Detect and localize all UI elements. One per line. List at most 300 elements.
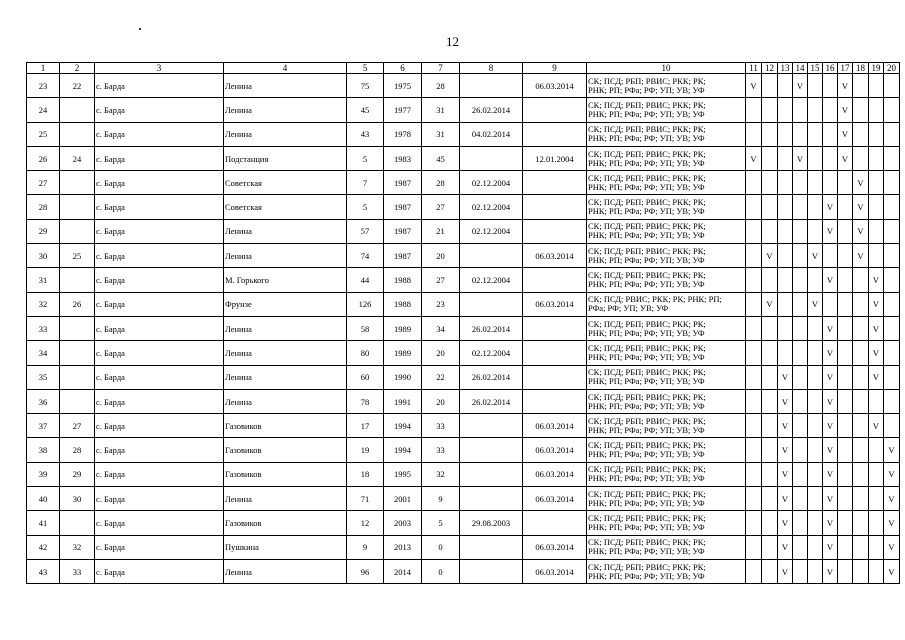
check-mark-col-16: V	[823, 487, 838, 511]
house-number-cell: 17	[347, 414, 384, 438]
date-inspection-cell: 02.12.2004	[460, 268, 523, 292]
mark-cell-col-17	[838, 414, 853, 438]
table-row	[27, 219, 900, 243]
settlement-cell: с. Барда	[95, 219, 224, 243]
year-cell: 1995	[384, 462, 422, 486]
check-mark-col-13: V	[778, 389, 793, 413]
date-survey-cell	[523, 98, 587, 122]
year-cell: 1991	[384, 389, 422, 413]
mark-cell-col-12	[762, 487, 778, 511]
column-number-header	[27, 63, 900, 74]
mark-cell-col-13	[778, 341, 793, 365]
mark-cell-col-13	[778, 146, 793, 170]
mark-cell-col-17	[838, 559, 853, 583]
column-number-10: 10	[587, 63, 746, 74]
mark-cell-col-18	[853, 316, 869, 340]
date-survey-cell: 06.03.2014	[523, 438, 587, 462]
codes-line-1: СК; ПСД; РБП; РВИС; РКК; РК;	[588, 367, 706, 378]
street-cell: Ленина	[224, 365, 347, 389]
mark-cell-col-11	[746, 438, 762, 462]
object-number: 24	[60, 146, 95, 170]
date-survey-cell: 06.03.2014	[523, 414, 587, 438]
mark-cell-col-18	[853, 365, 869, 389]
check-mark-col-12: V	[762, 244, 778, 268]
codes-line-2: РНК; РП; РФа; РФ; УП; УВ; УФ	[588, 400, 705, 411]
row-number: 23	[27, 74, 60, 98]
mark-cell-col-17	[838, 316, 853, 340]
date-inspection-cell	[460, 244, 523, 268]
mark-cell-col-13	[778, 122, 793, 146]
check-mark-col-18: V	[853, 219, 869, 243]
mark-cell-col-14	[793, 535, 808, 559]
codes-cell	[587, 535, 746, 559]
mark-cell-col-18	[853, 341, 869, 365]
settlement-cell: с. Барда	[95, 511, 224, 535]
mark-cell-col-14	[793, 341, 808, 365]
codes-line-1: СК; ПСД; РВИС; РКК; РК; РНК; РП;	[588, 294, 722, 305]
mark-cell-col-11	[746, 244, 762, 268]
codes-line-2: РНК; РП; РФа; РФ; УП; УВ; УФ	[588, 157, 705, 168]
year-cell: 1990	[384, 365, 422, 389]
mark-cell-col-18	[853, 122, 869, 146]
street-cell: Ленина	[224, 389, 347, 413]
mark-cell-col-11	[746, 365, 762, 389]
check-mark-col-19: V	[869, 414, 884, 438]
mark-cell-col-14	[793, 195, 808, 219]
codes-line-1: СК; ПСД; РБП; РВИС; РКК; РК;	[588, 172, 706, 183]
column-number-17: 17	[838, 63, 853, 74]
mark-cell-col-18	[853, 146, 869, 170]
table-row	[27, 365, 900, 389]
street-cell: Ленина	[224, 74, 347, 98]
codes-cell	[587, 316, 746, 340]
check-mark-col-18: V	[853, 171, 869, 195]
mark-cell-col-14	[793, 316, 808, 340]
age-cell: 45	[422, 146, 460, 170]
date-inspection-cell	[460, 414, 523, 438]
codes-line-2: РНК; РП; РФа; РФ; УП; УВ; УФ	[588, 230, 705, 241]
age-cell: 32	[422, 462, 460, 486]
mark-cell-col-18	[853, 268, 869, 292]
mark-cell-col-16	[823, 122, 838, 146]
year-cell: 1988	[384, 292, 422, 316]
mark-cell-col-15	[808, 535, 823, 559]
house-number-cell: 5	[347, 195, 384, 219]
mark-cell-col-11	[746, 341, 762, 365]
check-mark-col-17: V	[838, 146, 853, 170]
age-cell: 34	[422, 316, 460, 340]
row-number: 27	[27, 171, 60, 195]
street-cell: Ленина	[224, 219, 347, 243]
settlement-cell: с. Барда	[95, 171, 224, 195]
settlement-cell: с. Барда	[95, 316, 224, 340]
object-number: 27	[60, 414, 95, 438]
row-number: 32	[27, 292, 60, 316]
codes-line-2: РНК; РП; РФа; РФ; УП; УВ; УФ	[588, 254, 705, 265]
mark-cell-col-14	[793, 219, 808, 243]
house-number-cell: 58	[347, 316, 384, 340]
mark-cell-col-12	[762, 171, 778, 195]
date-inspection-cell	[460, 74, 523, 98]
mark-cell-col-13	[778, 268, 793, 292]
date-survey-cell	[523, 268, 587, 292]
object-number: 28	[60, 438, 95, 462]
check-mark-col-20: V	[884, 535, 900, 559]
codes-line-1: СК; ПСД; РБП; РВИС; РКК; РК;	[588, 318, 706, 329]
mark-cell-col-14	[793, 487, 808, 511]
mark-cell-col-11	[746, 316, 762, 340]
table-row	[27, 487, 900, 511]
mark-cell-col-17	[838, 535, 853, 559]
check-mark-col-20: V	[884, 559, 900, 583]
house-number-cell: 9	[347, 535, 384, 559]
date-survey-cell	[523, 219, 587, 243]
page-number: 12	[446, 34, 459, 49]
column-number-16: 16	[823, 63, 838, 74]
house-number-cell: 126	[347, 292, 384, 316]
mark-cell-col-13	[778, 316, 793, 340]
check-mark-col-16: V	[823, 268, 838, 292]
check-mark-col-13: V	[778, 487, 793, 511]
codes-line-2: РНК; РП; РФа; РФ; УП; УВ; УФ	[588, 351, 705, 362]
date-inspection-cell: 02.12.2004	[460, 195, 523, 219]
row-number: 42	[27, 535, 60, 559]
codes-cell	[587, 414, 746, 438]
object-number	[60, 98, 95, 122]
codes-cell	[587, 292, 746, 316]
check-mark-col-19: V	[869, 365, 884, 389]
settlement-cell: с. Барда	[95, 268, 224, 292]
age-cell: 22	[422, 365, 460, 389]
column-number-2: 2	[60, 63, 95, 74]
codes-cell	[587, 74, 746, 98]
mark-cell-col-12	[762, 98, 778, 122]
date-survey-cell: 06.03.2014	[523, 74, 587, 98]
mark-cell-col-12	[762, 389, 778, 413]
house-number-cell: 71	[347, 487, 384, 511]
mark-cell-col-12	[762, 462, 778, 486]
check-mark-col-20: V	[884, 462, 900, 486]
codes-cell	[587, 171, 746, 195]
year-cell: 1994	[384, 438, 422, 462]
date-inspection-cell: 26.02.2014	[460, 316, 523, 340]
mark-cell-col-19	[869, 219, 884, 243]
mark-cell-col-12	[762, 146, 778, 170]
age-cell: 31	[422, 98, 460, 122]
mark-cell-col-20	[884, 122, 900, 146]
mark-cell-col-13	[778, 219, 793, 243]
date-survey-cell	[523, 365, 587, 389]
mark-cell-col-14	[793, 292, 808, 316]
settlement-cell: с. Барда	[95, 341, 224, 365]
date-inspection-cell: 29.08.2003	[460, 511, 523, 535]
street-cell: Ленина	[224, 98, 347, 122]
date-inspection-cell	[460, 146, 523, 170]
codes-line-1: СК; ПСД; РБП; РВИС; РКК; РК;	[588, 488, 706, 499]
mark-cell-col-20	[884, 365, 900, 389]
codes-line-2: РНК; РП; РФа; РФ; УП; УВ; УФ	[588, 133, 705, 144]
date-survey-cell: 06.03.2014	[523, 535, 587, 559]
mark-cell-col-20	[884, 341, 900, 365]
mark-cell-col-17	[838, 487, 853, 511]
codes-line-1: СК; ПСД; РБП; РВИС; РКК; РК;	[588, 99, 706, 110]
codes-cell	[587, 365, 746, 389]
mark-cell-col-12	[762, 438, 778, 462]
mark-cell-col-17	[838, 341, 853, 365]
table-row	[27, 341, 900, 365]
house-number-cell: 74	[347, 244, 384, 268]
mark-cell-col-15	[808, 389, 823, 413]
settlement-cell: с. Барда	[95, 292, 224, 316]
mark-cell-col-17	[838, 268, 853, 292]
mark-cell-col-16	[823, 292, 838, 316]
codes-line-2: РНК; РП; РФа; РФ; УП; УВ; УФ	[588, 376, 705, 387]
mark-cell-col-11	[746, 487, 762, 511]
row-number: 30	[27, 244, 60, 268]
check-mark-col-15: V	[808, 292, 823, 316]
mark-cell-col-16	[823, 171, 838, 195]
codes-line-1: СК; ПСД; РБП; РВИС; РКК; РК;	[588, 270, 706, 281]
object-number: 30	[60, 487, 95, 511]
mark-cell-col-18	[853, 98, 869, 122]
row-number: 31	[27, 268, 60, 292]
check-mark-col-17: V	[838, 122, 853, 146]
object-number: 22	[60, 74, 95, 98]
check-mark-col-19: V	[869, 341, 884, 365]
settlement-cell: с. Барда	[95, 74, 224, 98]
mark-cell-col-15	[808, 74, 823, 98]
date-inspection-cell	[460, 438, 523, 462]
mark-cell-col-13	[778, 74, 793, 98]
check-mark-col-19: V	[869, 268, 884, 292]
street-cell: Фрунзе	[224, 292, 347, 316]
date-survey-cell	[523, 171, 587, 195]
house-number-cell: 19	[347, 438, 384, 462]
age-cell: 27	[422, 268, 460, 292]
check-mark-col-20: V	[884, 487, 900, 511]
codes-line-1: СК; ПСД; РБП; РВИС; РКК; РК;	[588, 415, 706, 426]
settlement-cell: с. Барда	[95, 389, 224, 413]
settlement-cell: с. Барда	[95, 559, 224, 583]
mark-cell-col-20	[884, 171, 900, 195]
mark-cell-col-19	[869, 462, 884, 486]
date-inspection-cell: 02.12.2004	[460, 219, 523, 243]
year-cell: 1987	[384, 171, 422, 195]
mark-cell-col-14	[793, 559, 808, 583]
mark-cell-col-20	[884, 195, 900, 219]
street-cell: Подстанция	[224, 146, 347, 170]
mark-cell-col-11	[746, 171, 762, 195]
table-row	[27, 292, 900, 316]
column-number-12: 12	[762, 63, 778, 74]
check-mark-col-19: V	[869, 316, 884, 340]
date-survey-cell	[523, 195, 587, 219]
date-survey-cell: 12.01.2004	[523, 146, 587, 170]
settlement-cell: с. Барда	[95, 244, 224, 268]
settlement-cell: с. Барда	[95, 122, 224, 146]
column-number-20: 20	[884, 63, 900, 74]
mark-cell-col-19	[869, 122, 884, 146]
mark-cell-col-15	[808, 438, 823, 462]
column-number-4: 4	[224, 63, 347, 74]
mark-cell-col-18	[853, 438, 869, 462]
object-number: 26	[60, 292, 95, 316]
object-number	[60, 511, 95, 535]
mark-cell-col-12	[762, 535, 778, 559]
mark-cell-col-19	[869, 244, 884, 268]
codes-line-1: СК; ПСД; РБП; РВИС; РКК; РК;	[588, 391, 706, 402]
object-number: 32	[60, 535, 95, 559]
mark-cell-col-19	[869, 146, 884, 170]
street-cell: Ленина	[224, 559, 347, 583]
table-row	[27, 438, 900, 462]
age-cell: 0	[422, 535, 460, 559]
house-number-cell: 45	[347, 98, 384, 122]
check-mark-col-12: V	[762, 292, 778, 316]
table-row	[27, 559, 900, 583]
mark-cell-col-11	[746, 219, 762, 243]
check-mark-col-13: V	[778, 438, 793, 462]
mark-cell-col-17	[838, 438, 853, 462]
mark-cell-col-18	[853, 292, 869, 316]
mark-cell-col-17	[838, 365, 853, 389]
table-row	[27, 195, 900, 219]
settlement-cell: с. Барда	[95, 487, 224, 511]
codes-cell	[587, 341, 746, 365]
house-number-cell: 75	[347, 74, 384, 98]
table-row	[27, 122, 900, 146]
mark-cell-col-19	[869, 195, 884, 219]
codes-cell	[587, 438, 746, 462]
mark-cell-col-20	[884, 292, 900, 316]
column-number-11: 11	[746, 63, 762, 74]
age-cell: 23	[422, 292, 460, 316]
check-mark-col-13: V	[778, 462, 793, 486]
street-cell: Ленина	[224, 244, 347, 268]
codes-line-1: СК; ПСД; РБП; РВИС; РКК; РК;	[588, 245, 706, 256]
check-mark-col-16: V	[823, 365, 838, 389]
table-row	[27, 389, 900, 413]
mark-cell-col-17	[838, 389, 853, 413]
mark-cell-col-14	[793, 268, 808, 292]
mark-cell-col-20	[884, 244, 900, 268]
mark-cell-col-20	[884, 74, 900, 98]
date-inspection-cell: 02.12.2004	[460, 171, 523, 195]
age-cell: 33	[422, 438, 460, 462]
mark-cell-col-19	[869, 389, 884, 413]
mark-cell-col-14	[793, 389, 808, 413]
mark-cell-col-18	[853, 511, 869, 535]
scan-speck	[139, 28, 141, 30]
settlement-cell: с. Барда	[95, 535, 224, 559]
object-number	[60, 365, 95, 389]
check-mark-col-14: V	[793, 74, 808, 98]
codes-line-1: СК; ПСД; РБП; РВИС; РКК; РК;	[588, 221, 706, 232]
mark-cell-col-11	[746, 535, 762, 559]
mark-cell-col-15	[808, 146, 823, 170]
check-mark-col-11: V	[746, 74, 762, 98]
codes-cell	[587, 98, 746, 122]
row-number: 38	[27, 438, 60, 462]
check-mark-col-16: V	[823, 535, 838, 559]
year-cell: 1975	[384, 74, 422, 98]
check-mark-col-16: V	[823, 559, 838, 583]
year-cell: 1987	[384, 195, 422, 219]
mark-cell-col-19	[869, 559, 884, 583]
table-row	[27, 74, 900, 98]
mark-cell-col-17	[838, 244, 853, 268]
mark-cell-col-14	[793, 438, 808, 462]
mark-cell-col-20	[884, 219, 900, 243]
table-row	[27, 268, 900, 292]
mark-cell-col-15	[808, 122, 823, 146]
check-mark-col-17: V	[838, 74, 853, 98]
column-number-8: 8	[460, 63, 523, 74]
column-number-9: 9	[523, 63, 587, 74]
mark-cell-col-11	[746, 389, 762, 413]
age-cell: 20	[422, 389, 460, 413]
codes-line-1: СК; ПСД; РБП; РВИС; РКК; РК;	[588, 512, 706, 523]
house-number-cell: 18	[347, 462, 384, 486]
street-cell: Советская	[224, 195, 347, 219]
mark-cell-col-16	[823, 74, 838, 98]
check-mark-col-16: V	[823, 219, 838, 243]
row-number: 34	[27, 341, 60, 365]
date-inspection-cell: 26.02.2014	[460, 98, 523, 122]
mark-cell-col-19	[869, 535, 884, 559]
house-number-cell: 78	[347, 389, 384, 413]
check-mark-col-18: V	[853, 195, 869, 219]
codes-line-2: РНК; РП; РФа; РФ; УП; УВ; УФ	[588, 449, 705, 460]
check-mark-col-13: V	[778, 559, 793, 583]
year-cell: 1988	[384, 268, 422, 292]
mark-cell-col-19	[869, 487, 884, 511]
settlement-cell: с. Барда	[95, 146, 224, 170]
codes-cell	[587, 268, 746, 292]
check-mark-col-15: V	[808, 244, 823, 268]
object-number	[60, 171, 95, 195]
mark-cell-col-11	[746, 414, 762, 438]
table-row	[27, 414, 900, 438]
settlement-cell: с. Барда	[95, 462, 224, 486]
date-inspection-cell: 26.02.2014	[460, 389, 523, 413]
age-cell: 27	[422, 195, 460, 219]
row-number: 43	[27, 559, 60, 583]
settlement-cell: с. Барда	[95, 195, 224, 219]
codes-line-2: РНК; РП; РФа; РФ; УП; УВ; УФ	[588, 108, 705, 119]
year-cell: 2001	[384, 487, 422, 511]
mark-cell-col-15	[808, 341, 823, 365]
codes-line-2: РНК; РП; РФа; РФ; УП; УВ; УФ	[588, 181, 705, 192]
mark-cell-col-20	[884, 146, 900, 170]
mark-cell-col-13	[778, 244, 793, 268]
codes-line-2: РНК; РП; РФа; РФ; УП; УВ; УФ	[588, 546, 705, 557]
codes-line-1: СК; ПСД; РБП; РВИС; РКК; РК;	[588, 342, 706, 353]
street-cell: Ленина	[224, 487, 347, 511]
row-number: 35	[27, 365, 60, 389]
check-mark-col-16: V	[823, 414, 838, 438]
codes-line-2: РНК; РП; РФа; РФ; УП; УВ; УФ	[588, 84, 705, 95]
column-number-15: 15	[808, 63, 823, 74]
check-mark-col-16: V	[823, 462, 838, 486]
check-mark-col-19: V	[869, 292, 884, 316]
mark-cell-col-19	[869, 511, 884, 535]
check-mark-col-16: V	[823, 341, 838, 365]
mark-cell-col-13	[778, 98, 793, 122]
mark-cell-col-12	[762, 219, 778, 243]
register-table	[26, 62, 900, 584]
age-cell: 9	[422, 487, 460, 511]
